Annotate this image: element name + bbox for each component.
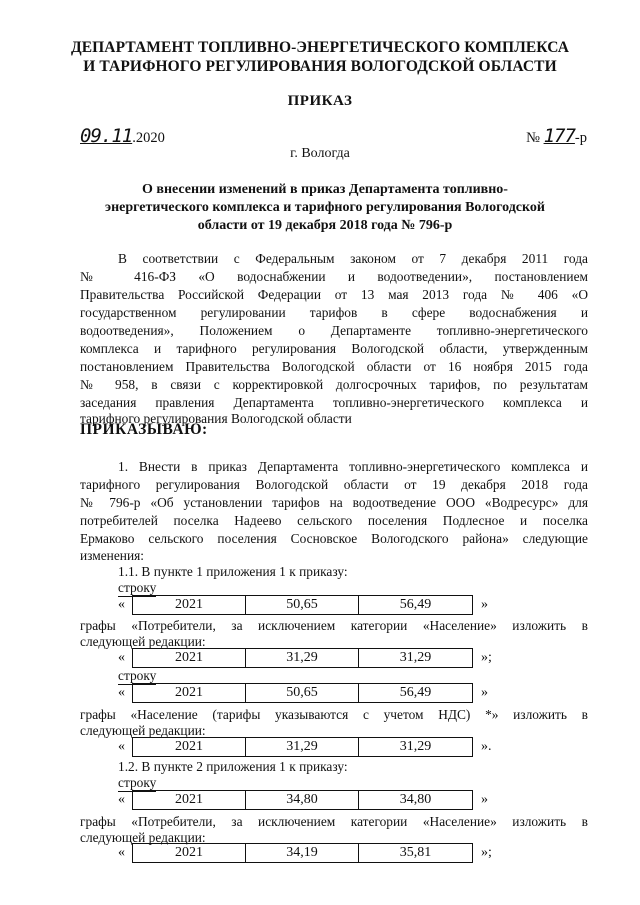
opening-quote: « bbox=[118, 845, 125, 860]
preamble-line: государственном регулировании тарифов в сфере водоснабжения и bbox=[80, 305, 588, 320]
tariff-table bbox=[132, 843, 473, 863]
order-command: ПРИКАЗЫВАЮ: bbox=[80, 421, 208, 438]
graph-consumers-line: следующей редакции: bbox=[80, 830, 206, 845]
closing-quote: » bbox=[481, 597, 488, 612]
table-row bbox=[118, 737, 492, 757]
handwritten-date: 09.11 bbox=[80, 125, 133, 147]
department-name-line-2: И ТАРИФНОГО РЕГУЛИРОВАНИЯ ВОЛОГОДСКОЙ ОБЛАСТИ bbox=[83, 58, 557, 75]
table-row bbox=[118, 843, 492, 863]
table-row bbox=[118, 595, 488, 615]
order-date bbox=[80, 125, 165, 147]
preamble-line: водоотведения», Положением о Департаменте топливно-энергетического bbox=[80, 323, 588, 338]
subject-line-2: энергетического комплекса и тарифного регулирования Вологодской bbox=[105, 200, 545, 215]
graph-population-line: графы «Население (тарифы указываются с учетом НДС) *» изложить в bbox=[80, 707, 588, 722]
table-cell-year: 2021 bbox=[133, 684, 246, 702]
table-cell-tariff-2: 31,29 bbox=[399, 650, 432, 665]
table-cell-tariff-1: 50,65 bbox=[246, 596, 359, 614]
opening-quote: « bbox=[118, 650, 125, 665]
closing-quote: » bbox=[481, 792, 488, 807]
table-cell-tariff-2: 35,81 bbox=[399, 845, 432, 860]
preamble-line: № 416-ФЗ «О водоснабжении и водоотведении», постановлением bbox=[80, 269, 588, 284]
table-cell-tariff-2: 34,80 bbox=[399, 792, 432, 807]
preamble-line: заседания правления Департамента топливно-энергетического комплекса и bbox=[80, 395, 588, 410]
table-cell-tariff-1: 34,19 bbox=[246, 844, 359, 862]
preamble-line: В соответствии с Федеральным законом от 7 декабря 2011 года bbox=[118, 251, 588, 266]
subject-line-1: О внесении изменений в приказ Департамента топливно- bbox=[142, 182, 508, 197]
table-cell-year: 2021 bbox=[133, 791, 246, 809]
table-cell-year: 2021 bbox=[133, 738, 246, 756]
number-suffix: -р bbox=[574, 130, 587, 146]
table-cell-year: 2021 bbox=[133, 844, 246, 862]
tariff-table bbox=[132, 648, 473, 668]
subject-line-3: области от 19 декабря 2018 года № 796-р bbox=[197, 218, 453, 233]
closing-quote: »; bbox=[481, 845, 492, 860]
number-sign: № bbox=[526, 130, 540, 146]
preamble-line: № 958, в связи с корректировкой долгосрочных тарифов, по результатам bbox=[80, 377, 588, 392]
table-cell-tariff-1: 34,80 bbox=[246, 791, 359, 809]
subitem-1-1: 1.1. В пункте 1 приложения 1 к приказу: bbox=[118, 564, 348, 579]
order-number bbox=[526, 125, 587, 147]
item1-line: тарифного регулирования Вологодской области от 19 декабря 2018 года bbox=[80, 477, 588, 492]
table-row bbox=[118, 648, 492, 668]
item1-line: потребителей поселка Надеево сельского поселения Подлесное и поселка bbox=[80, 513, 588, 528]
preamble-line: тарифного регулирования Вологодской области bbox=[80, 411, 352, 426]
opening-quote: « bbox=[118, 739, 125, 754]
opening-quote: « bbox=[118, 685, 125, 700]
table-cell-tariff-2: 56,49 bbox=[399, 597, 432, 612]
table-cell-year: 2021 bbox=[133, 596, 246, 614]
subitem-1-2: 1.2. В пункте 2 приложения 1 к приказу: bbox=[118, 759, 348, 774]
department-name-line-1: ДЕПАРТАМЕНТ ТОПЛИВНО-ЭНЕРГЕТИЧЕСКОГО КОМПЛЕКСА bbox=[70, 39, 570, 56]
table-cell-tariff-1: 31,29 bbox=[246, 649, 359, 667]
graph-consumers-line: следующей редакции: bbox=[80, 634, 206, 649]
tariff-table bbox=[132, 737, 473, 757]
closing-quote: » bbox=[481, 685, 488, 700]
preamble-line: Правительства Российской Федерации от 13 мая 2013 года № 406 «О bbox=[80, 287, 588, 302]
item1-line: Ермаково сельского поселения Сосновское Вологодского района» следующие bbox=[80, 531, 588, 546]
closing-quote: ». bbox=[481, 739, 492, 754]
table-cell-tariff-1: 50,65 bbox=[246, 684, 359, 702]
preamble-line: комплекса и тарифного регулирования Вологодской области, утвержденным bbox=[80, 341, 588, 356]
item1-line: 1. Внести в приказ Департамента топливно-энергетического комплекса и bbox=[118, 459, 588, 474]
document-title: ПРИКАЗ bbox=[287, 93, 353, 109]
word-row-label: строку bbox=[118, 580, 157, 595]
graph-consumers-line: графы «Потребители, за исключением категории «Население» изложить в bbox=[80, 618, 588, 633]
word-row-label: строку bbox=[118, 668, 157, 683]
tariff-table bbox=[132, 595, 473, 615]
preamble-line: постановлением Правительства Вологодской области от 16 ноября 2015 года bbox=[80, 359, 588, 374]
handwritten-number: 177 bbox=[543, 125, 575, 147]
closing-quote: »; bbox=[481, 650, 492, 665]
table-cell-tariff-2: 31,29 bbox=[399, 739, 432, 754]
table-cell-tariff-1: 31,29 bbox=[246, 738, 359, 756]
table-cell-year: 2021 bbox=[133, 649, 246, 667]
table-row bbox=[118, 790, 488, 810]
word-row-label: строку bbox=[118, 775, 157, 790]
table-row bbox=[118, 683, 488, 703]
tariff-table bbox=[132, 790, 473, 810]
tariff-table bbox=[132, 683, 473, 703]
opening-quote: « bbox=[118, 597, 125, 612]
table-cell-tariff-2: 56,49 bbox=[399, 685, 432, 700]
opening-quote: « bbox=[118, 792, 125, 807]
item1-line: № 796-р «Об установлении тарифов на водоотведение ООО «Водресурс» для bbox=[80, 495, 588, 510]
graph-consumers-line: графы «Потребители, за исключением категории «Население» изложить в bbox=[80, 814, 588, 829]
graph-population-line: следующей редакции: bbox=[80, 723, 206, 738]
city: г. Вологда bbox=[290, 146, 350, 161]
item1-line: изменения: bbox=[80, 548, 145, 563]
order-year: .2020 bbox=[132, 130, 165, 146]
